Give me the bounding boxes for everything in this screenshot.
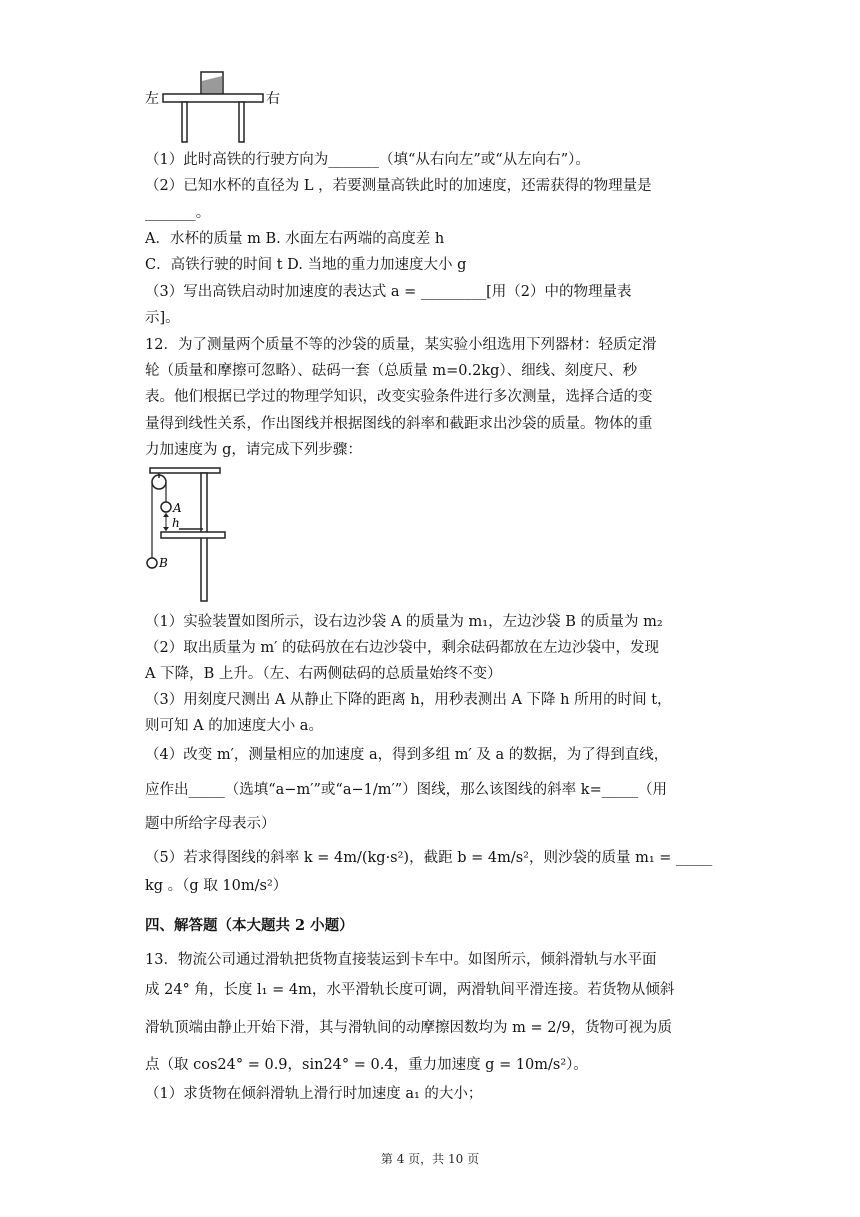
q12-step4: （4）改变 m′，测量相应的加速度 a，得到多组 m′ 及 a 的数据，为了得到直线， [145,747,669,763]
label-h: h [172,516,180,530]
q12-step2: （2）取出质量为 m′ 的砝码放在右边沙袋中，剩余砝码都放在左边沙袋中，发现 [145,640,659,656]
q11-part2-blank: _______。 [145,205,211,221]
q12-step3-cont: 则可知 A 的加速度大小 a。 [145,718,323,734]
q13-line4: 点（取 cos24° = 0.9，sin24° = 0.4，重力加速度 g = 10m/s²）。 [145,1057,588,1073]
q11-part2: （2）已知水杯的直径为 L ，若要测量高铁此时的加速度，还需获得的物理量是 [145,178,652,194]
pulley-apparatus-figure [145,468,235,603]
train-table-figure [145,72,285,122]
right-label: 右 [266,91,280,107]
q11-option-ab: A．水杯的质量 m B. 水面左右两端的高度差 h [145,231,445,247]
height-arrow-bottom [163,527,169,531]
platform [161,532,225,538]
q11-part1: （1）此时高铁的行驶方向为_______（填“从右向左”或“从左向右”）。 [145,152,590,168]
q13-line1: 13．物流公司通过滑轨把货物直接装运到卡车中。如图所示，倾斜滑轨与水平面 [145,952,657,968]
q12-step5: （5）若求得图线的斜率 k = 4m/(kg·s²)，截距 b = 4m/s²，则沙袋的质量 m₁ = _____ [145,850,713,866]
q12-step5-cont: kg 。（g 取 10m/s²） [145,878,288,894]
page-footer: 第 4 页，共 10 页 [380,1152,480,1166]
q11-part3-cont: 示]。 [145,310,180,326]
q11-option-cd: C．高铁行驶的时间 t D. 当地的重力加速度大小 g [145,257,467,273]
q12-line2: 轮（质量和摩擦可忽略）、砝码一套（总质量 m=0.2kg）、细线、刻度尺、秒 [145,363,638,379]
q12-line1: 12．为了测量两个质量不等的沙袋的质量，某实验小组选用下列器材：轻质定滑 [145,337,657,353]
q11-part3: （3）写出高铁启动时加速度的表达式 a = _________[用（2）中的物理量表 [145,284,632,300]
section-heading: 四、解答题（本大题共 2 小题） [145,917,354,934]
label-a: A [173,501,182,515]
q13-part1: （1）求货物在倾斜滑轨上滑行时加速度 a₁ 的大小； [145,1086,483,1102]
table-leg-left [182,102,187,142]
table-leg-right [239,102,244,142]
sandbag-a [161,502,171,512]
q13-line3: 滑轨顶端由静止开始下滑，其与滑轨间的动摩擦因数均为 m = 2/9，货物可视为质 [145,1020,673,1036]
q12-step4-end: 题中所给字母表示） [145,816,276,832]
sandbag-b [147,558,157,568]
q12-line5: 力加速度为 g，请完成下列步骤： [145,442,362,458]
q12-step4-cont: 应作出_____（选填“a−m′”或“a−1/m′”）图线，那么该图线的斜率 k=_____（用 [145,782,667,798]
left-label: 左 [145,91,159,107]
q12-step2-cont: A 下降，B 上升。（左、右两侧砝码的总质量始终不变） [145,666,502,682]
label-b: B [159,556,168,570]
q12-step3: （3）用刻度尺测出 A 从静止下降的距离 h，用秒表测出 A 下降 h 所用的时间 t， [145,692,672,708]
q12-step1: （1）实验装置如图所示，设右边沙袋 A 的质量为 m₁，左边沙袋 B 的质量为 m₂ [145,614,663,630]
q13-line2: 成 24° 角，长度 l₁ = 4m，水平滑轨长度可调，两滑轨间平滑连接。若货物从倾斜 [145,982,675,998]
crossbar [150,468,220,473]
table-top [163,94,263,102]
height-arrow-top [163,513,169,517]
q12-line3: 表。他们根据已学过的物理学知识，改变实验条件进行多次测量，选择合适的变 [145,389,653,405]
q12-line4: 量得到线性关系，作出图线并根据图线的斜率和截距求出沙袋的质量。物体的重 [145,416,653,432]
